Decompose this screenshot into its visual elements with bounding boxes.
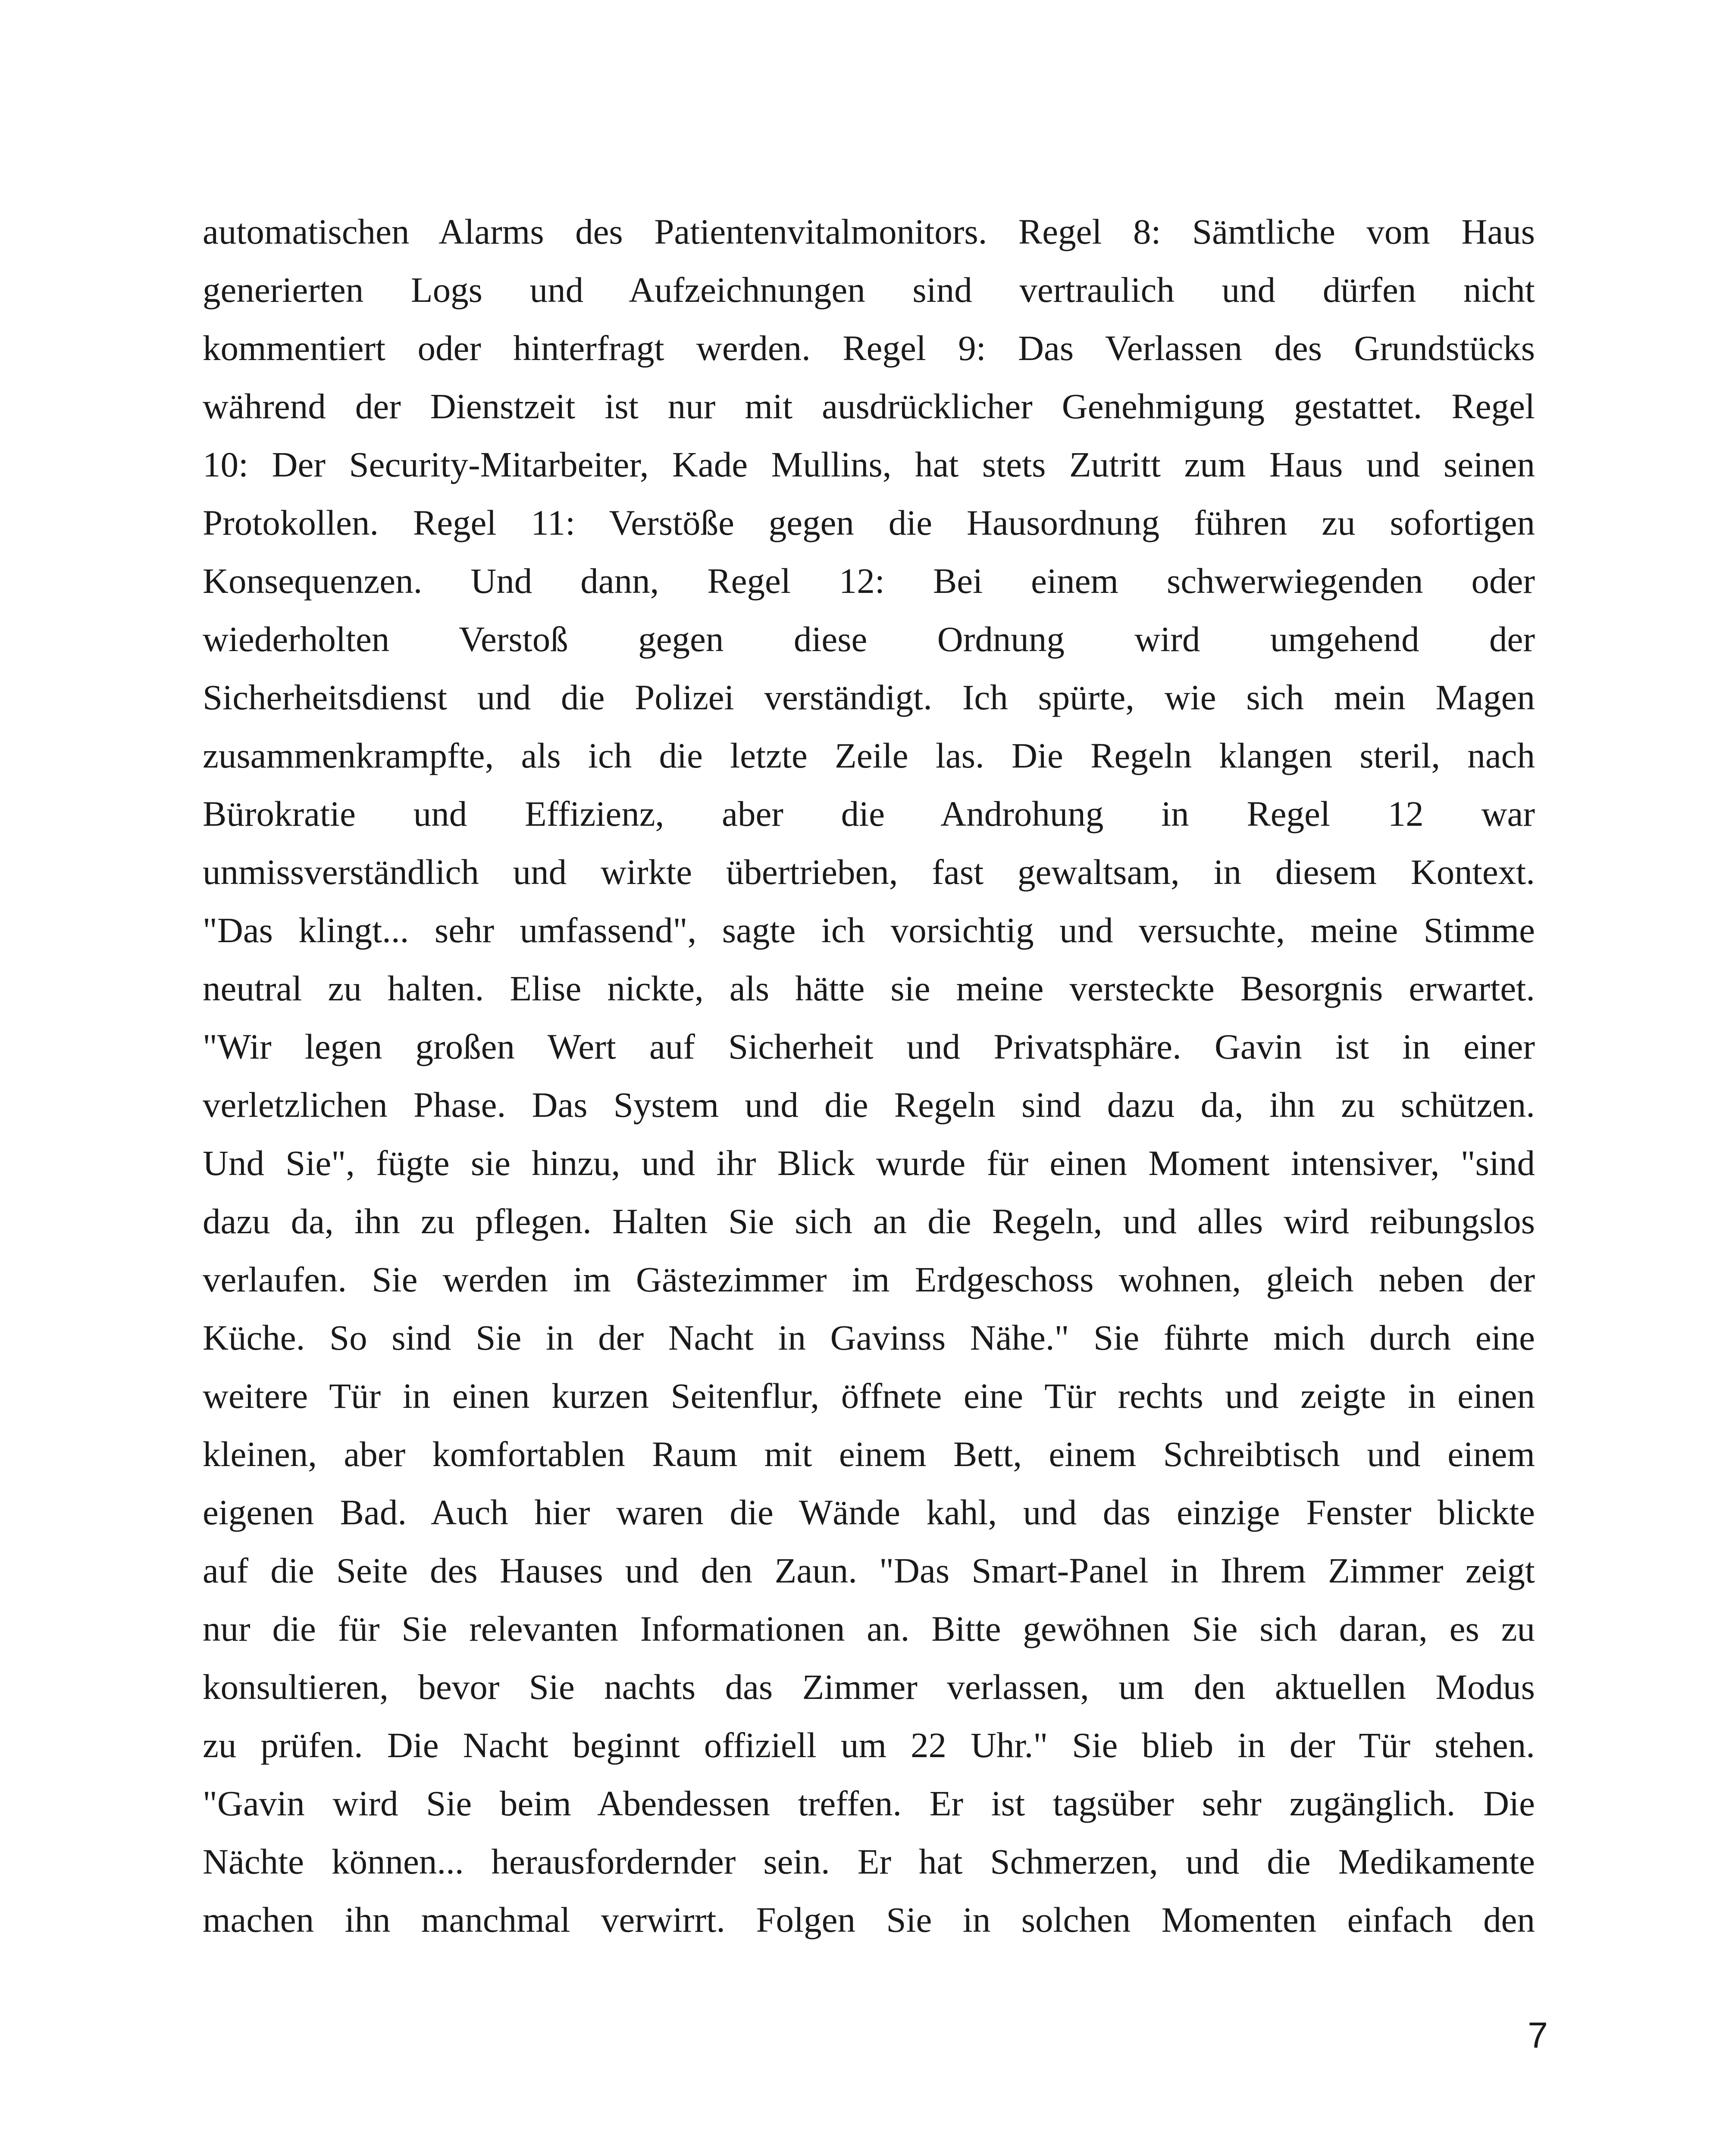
text-line: Protokollen. Regel 11: Verstöße gegen die Hausordnung führen zu sofortigen <box>203 503 1535 542</box>
body-text <box>203 203 1535 1949</box>
text-line: machen ihn manchmal verwirrt. Folgen Sie in solchen Momenten einfach den <box>203 1900 1535 1940</box>
text-line: verletzlichen Phase. Das System und die Regeln sind dazu da, ihn zu schützen. <box>203 1085 1535 1125</box>
text-line: zu prüfen. Die Nacht beginnt offiziell um 22 Uhr." Sie blieb in der Tür stehen. <box>203 1725 1535 1765</box>
text-line: neutral zu halten. Elise nickte, als hätte sie meine versteckte Besorgnis erwartet. <box>203 968 1535 1008</box>
text-line: Bürokratie und Effizienz, aber die Androhung in Regel 12 war <box>203 794 1535 834</box>
text-line: 10: Der Security-Mitarbeiter, Kade Mullins, hat stets Zutritt zum Haus und seinen <box>203 445 1535 484</box>
text-line: weitere Tür in einen kurzen Seitenflur, öffnete eine Tür rechts und zeigte in einen <box>203 1376 1535 1416</box>
page-number: 7 <box>1528 2015 1548 2056</box>
text-line: "Gavin wird Sie beim Abendessen treffen. Er ist tagsüber sehr zugänglich. Die <box>203 1783 1535 1823</box>
text-line: Küche. So sind Sie in der Nacht in Gavinss Nähe." Sie führte mich durch eine <box>203 1318 1535 1357</box>
text-line: zusammenkrampfte, als ich die letzte Zeile las. Die Regeln klangen steril, nach <box>203 736 1535 775</box>
text-line: kleinen, aber komfortablen Raum mit einem Bett, einem Schreibtisch und einem <box>203 1434 1535 1474</box>
text-line: konsultieren, bevor Sie nachts das Zimmer verlassen, um den aktuellen Modus <box>203 1667 1535 1707</box>
text-line: auf die Seite des Hauses und den Zaun. "Das Smart-Panel in Ihrem Zimmer zeigt <box>203 1551 1535 1590</box>
text-line: nur die für Sie relevanten Informationen an. Bitte gewöhnen Sie sich daran, es zu <box>203 1609 1535 1648</box>
text-line: verlaufen. Sie werden im Gästezimmer im Erdgeschoss wohnen, gleich neben der <box>203 1260 1535 1299</box>
text-line: unmissverständlich und wirkte übertrieben, fast gewaltsam, in diesem Kontext. <box>203 852 1535 892</box>
text-line: kommentiert oder hinterfragt werden. Regel 9: Das Verlassen des Grundstücks <box>203 328 1535 368</box>
text-line: Und Sie", fügte sie hinzu, und ihr Blick wurde für einen Moment intensiver, "sind <box>203 1143 1535 1183</box>
text-line: "Wir legen großen Wert auf Sicherheit und Privatsphäre. Gavin ist in einer <box>203 1027 1535 1066</box>
text-line: generierten Logs und Aufzeichnungen sind vertraulich und dürfen nicht <box>203 270 1535 310</box>
text-line: wiederholten Verstoß gegen diese Ordnung wird umgehend der <box>203 619 1535 659</box>
text-line: eigenen Bad. Auch hier waren die Wände kahl, und das einzige Fenster blickte <box>203 1492 1535 1532</box>
text-line: Nächte können... herausfordernder sein. Er hat Schmerzen, und die Medikamente <box>203 1842 1535 1881</box>
text-line: dazu da, ihn zu pflegen. Halten Sie sich an die Regeln, und alles wird reibungslos <box>203 1201 1535 1241</box>
text-line: während der Dienstzeit ist nur mit ausdrücklicher Genehmigung gestattet. Regel <box>203 386 1535 426</box>
text-line: Sicherheitsdienst und die Polizei verständigt. Ich spürte, wie sich mein Magen <box>203 677 1535 717</box>
text-line: "Das klingt... sehr umfassend", sagte ich vorsichtig und versuchte, meine Stimme <box>203 910 1535 950</box>
text-line: Konsequenzen. Und dann, Regel 12: Bei einem schwerwiegenden oder <box>203 561 1535 601</box>
text-line: automatischen Alarms des Patientenvitalmonitors. Regel 8: Sämtliche vom Haus <box>203 212 1535 251</box>
